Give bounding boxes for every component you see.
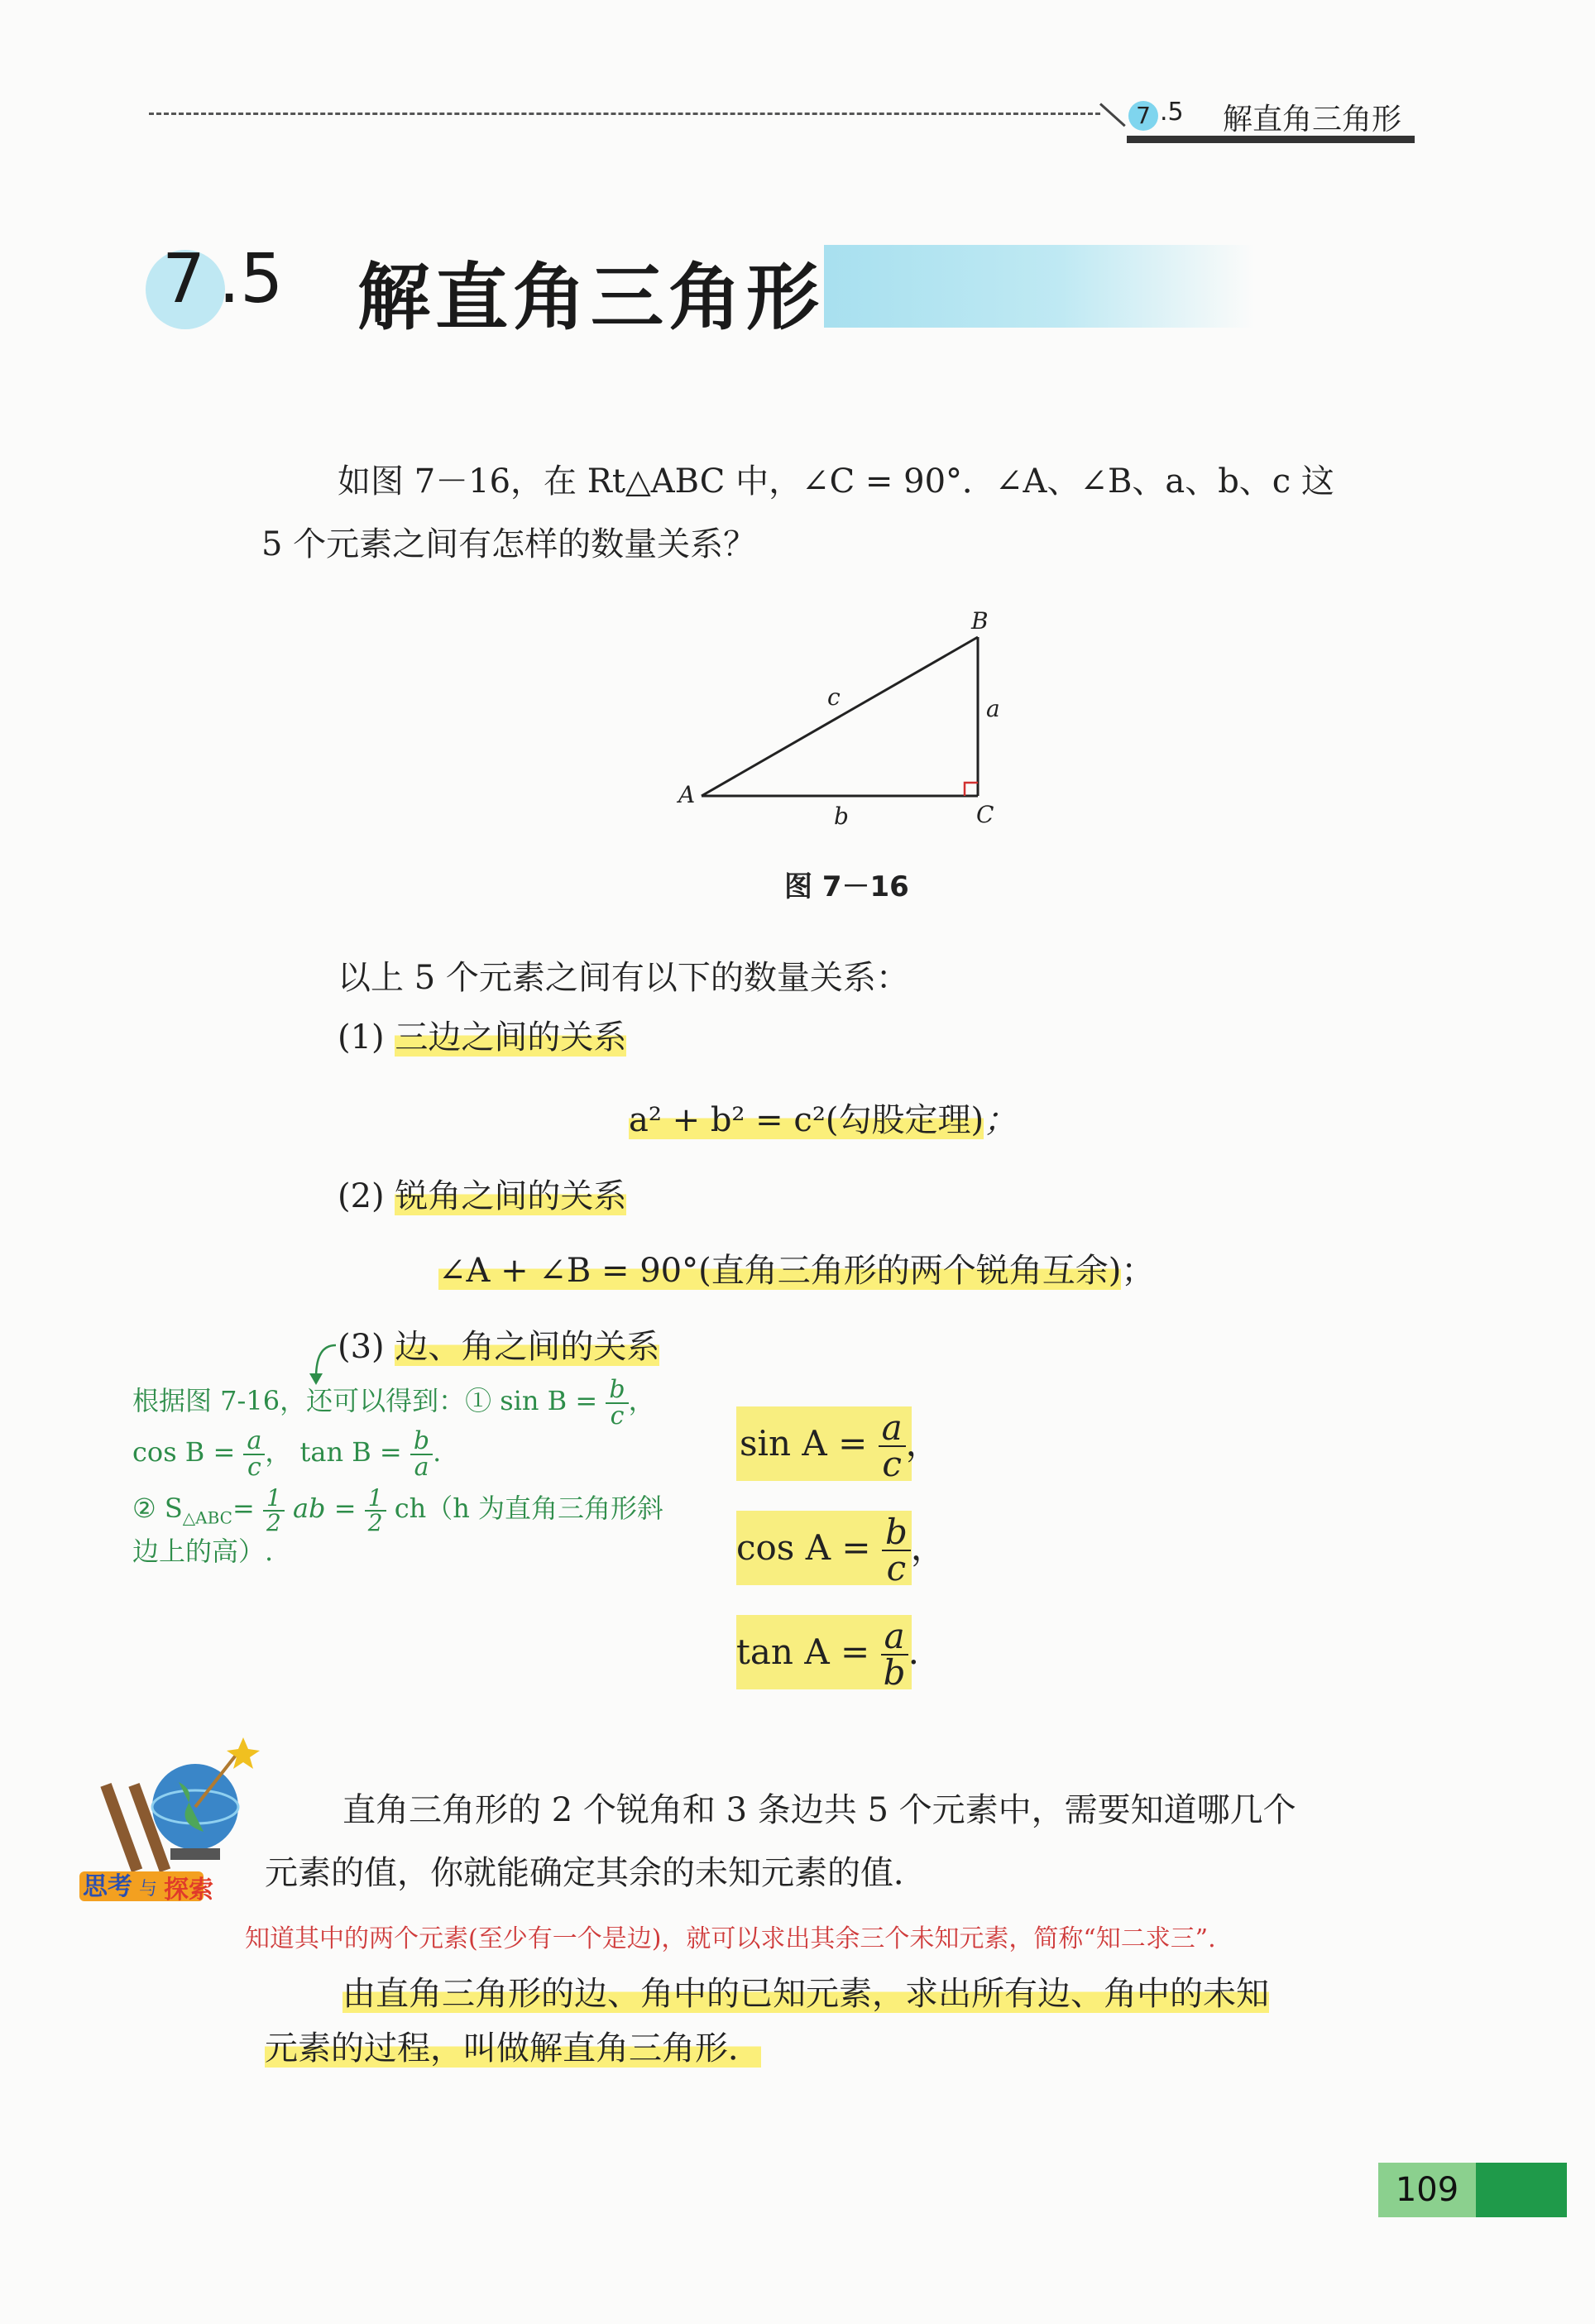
relation-2-number: (2) xyxy=(338,1177,385,1215)
green-note-half-1-den: 2 xyxy=(266,1508,281,1536)
right-angle-mark xyxy=(965,783,978,796)
hypotenuse-c xyxy=(702,637,978,796)
sin-lhs: sin A = xyxy=(740,1423,868,1464)
green-note-area-sub: △ABC xyxy=(182,1507,232,1528)
relation-1-number: (1) xyxy=(338,1018,385,1057)
green-note-tanb-fraction xyxy=(410,1426,433,1482)
explore-line-1: 直角三角形的 2 个锐角和 3 条边共 5 个元素中，需要知道哪几个 xyxy=(342,1791,1296,1829)
green-note-half-2-den: 2 xyxy=(367,1508,383,1536)
explore-badge-text-b: 与 xyxy=(139,1879,158,1900)
green-note-cosb-num: a xyxy=(243,1429,265,1455)
tan-numerator: a xyxy=(881,1619,908,1656)
cos-lhs: cos A = xyxy=(736,1527,871,1568)
header-title: 解直角三角形 xyxy=(1223,103,1402,137)
header-section-number: .5 xyxy=(1160,98,1184,127)
relation-1-formula: a² + b² = c²(勾股定理) xyxy=(629,1101,984,1139)
explore-line-2: 元素的值，你就能确定其余的未知元素的值． xyxy=(265,1854,927,1892)
relation-3-number: (3) xyxy=(338,1328,385,1366)
intro-line-2: 5 个元素之间有怎样的数量关系？ xyxy=(261,525,757,563)
green-note-sinb-num: b xyxy=(606,1378,628,1404)
green-note-area: ② S xyxy=(132,1493,183,1524)
cos-denominator: c xyxy=(886,1548,907,1588)
side-label-c: c xyxy=(827,683,841,711)
header-dashed-rule xyxy=(149,113,1100,115)
section-title: 解直角三角形 xyxy=(357,255,825,340)
relation-1-formula-row xyxy=(629,1090,1017,1150)
relation-2-formula-row xyxy=(438,1241,1154,1301)
side-label-a: a xyxy=(986,695,1000,722)
right-triangle-figure xyxy=(662,604,1026,836)
tan-formula xyxy=(736,1615,919,1693)
vertex-label-a: A xyxy=(678,781,696,808)
green-note-half-2-num: 1 xyxy=(365,1487,386,1512)
green-note-tanb-num: b xyxy=(410,1429,433,1455)
side-label-b: b xyxy=(834,803,849,830)
relation-2-formula: ∠A + ∠B = 90°(直角三角形的两个锐角互余) xyxy=(438,1252,1122,1290)
green-note-half-1-num: 1 xyxy=(263,1487,285,1512)
green-note-cosb-den: c xyxy=(247,1452,261,1482)
definition-line-1 xyxy=(342,1964,1269,2024)
green-note-sinb-den: c xyxy=(610,1401,625,1430)
relation-1-title: 三边之间的关系 xyxy=(395,1018,627,1057)
tan-lhs: tan A = xyxy=(736,1632,870,1672)
green-note-ch: ch（h 为直角三角形斜 xyxy=(394,1493,664,1524)
definition-line-2-text: 元素的过程，叫做解直角三角形． xyxy=(265,2029,761,2068)
figure-caption: 图 7－16 xyxy=(784,870,909,903)
tan-fraction xyxy=(881,1616,908,1693)
green-note-sinb-fraction xyxy=(606,1374,628,1430)
relation-3-title: 边、角之间的关系 xyxy=(395,1328,660,1366)
green-note-tanb-den: a xyxy=(414,1452,429,1482)
page-number: 109 xyxy=(1395,2171,1459,2209)
sin-numerator: a xyxy=(879,1411,906,1447)
green-note-l1-end: ， xyxy=(628,1385,655,1416)
relation-1-heading xyxy=(338,1008,626,1067)
sin-formula xyxy=(740,1406,941,1482)
intro-line-1: 如图 7－16，在 Rt△ABC 中，∠C = 90°．∠A、∠B、a、b、c 这 xyxy=(338,462,1334,501)
header-chapter-badge: 7 xyxy=(1128,101,1158,131)
green-note-eq: = xyxy=(232,1493,255,1524)
tan-end: . xyxy=(908,1632,919,1672)
cos-numerator: b xyxy=(882,1515,911,1551)
definition-line-2 xyxy=(265,2019,761,2078)
cos-end: ， xyxy=(910,1527,946,1568)
green-note-sinb: 根据图 7-16，还可以得到：① sin B = xyxy=(132,1385,598,1416)
green-note-l2-end: . xyxy=(433,1436,442,1468)
cos-fraction xyxy=(882,1512,911,1588)
sin-fraction xyxy=(879,1407,906,1484)
green-note-half-2 xyxy=(365,1483,386,1536)
header-slant-rule xyxy=(1099,103,1126,127)
tan-denominator: b xyxy=(883,1652,906,1693)
relation-2-title: 锐角之间的关系 xyxy=(395,1177,627,1215)
section-number-sub: .5 xyxy=(218,240,284,319)
cos-formula xyxy=(736,1511,946,1586)
green-note-ab: ab = xyxy=(292,1493,357,1524)
green-note-cosb: cos B = xyxy=(132,1436,236,1468)
green-note-line-2 xyxy=(132,1428,441,1480)
explore-globe-icon xyxy=(71,1732,261,1906)
sin-end: ， xyxy=(905,1423,941,1464)
relation-1-end: ； xyxy=(984,1101,1018,1139)
green-note-line-1 xyxy=(132,1374,655,1430)
green-note-tanb: ， tan B = xyxy=(265,1436,402,1468)
green-note-cosb-fraction xyxy=(243,1426,265,1482)
green-note-line-4: 边上的高）. xyxy=(132,1536,274,1567)
section-title-bar xyxy=(824,245,1254,328)
relations-lead: 以上 5 个元素之间有以下的数量关系： xyxy=(338,959,909,997)
explore-badge-text-a: 思考 xyxy=(83,1872,132,1901)
vertex-label-c: C xyxy=(976,801,994,828)
relation-2-heading xyxy=(338,1167,626,1226)
vertex-label-b: B xyxy=(971,607,989,635)
definition-line-1-text: 由直角三角形的边、角中的已知元素，求出所有边、角中的未知 xyxy=(342,1975,1269,2013)
relation-3-heading xyxy=(338,1317,659,1377)
sin-denominator: c xyxy=(882,1444,902,1484)
relation-2-end: ； xyxy=(1121,1252,1155,1290)
red-note: 知道其中的两个元素(至少有一个是边)，就可以求出其余三个未知元素，简称“知二求三”. xyxy=(245,1924,1216,1953)
explore-badge-text-c: 探索 xyxy=(164,1876,213,1905)
section-number-chapter: 7 xyxy=(162,240,206,319)
